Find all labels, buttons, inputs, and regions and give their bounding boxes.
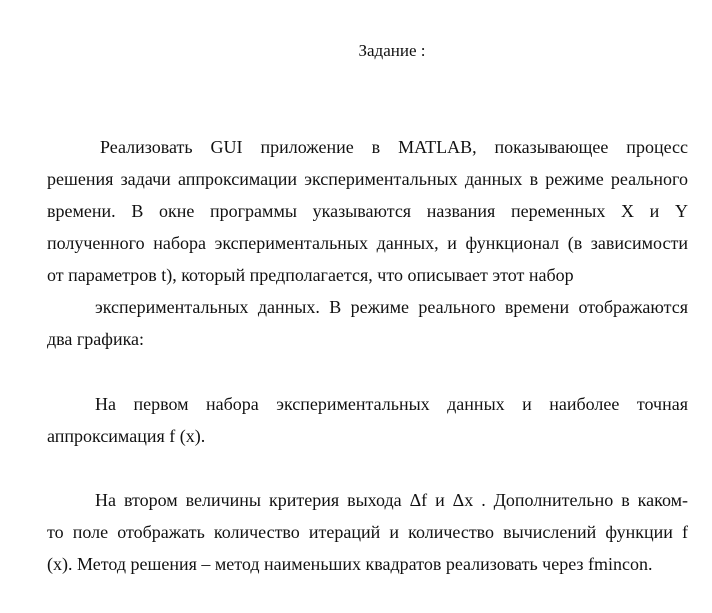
paragraph-line: (x). Метод решения – метод наименьших квадратов реализовать через fmincon. [47, 554, 653, 574]
document-title: Задание : [358, 41, 426, 60]
paragraph-line: экспериментальных данных. В режиме реального времени отображаются [95, 297, 688, 317]
paragraph-line: На первом набора экспериментальных данных и наиболее точная [95, 394, 688, 414]
paragraph-line: от параметров t), который предполагается, что описывает этот набор [47, 265, 574, 285]
paragraph-2 [47, 388, 688, 452]
paragraph-line: два графика: [47, 329, 145, 349]
paragraph-line: решения задачи аппроксимации экспериментальных данных в режиме реального [47, 169, 688, 189]
paragraph-line: то поле отображать количество итераций и количество вычислений функции f [47, 522, 688, 542]
paragraph-line: Реализовать GUI приложение в MATLAB, показывающее процесс [100, 137, 688, 157]
paragraph-line: полученного набора экспериментальных данных, и функционал (в зависимости [47, 233, 688, 253]
paragraph-3 [47, 484, 688, 580]
paragraph-line: аппроксимация f (x). [47, 426, 206, 446]
paragraph-line: На втором величины критерия выхода Δf и Δx . Дополнительно в каком- [95, 490, 688, 510]
paragraph-line: времени. В окне программы указываются названия переменных X и Y [47, 201, 688, 221]
paragraph-1 [47, 131, 688, 355]
